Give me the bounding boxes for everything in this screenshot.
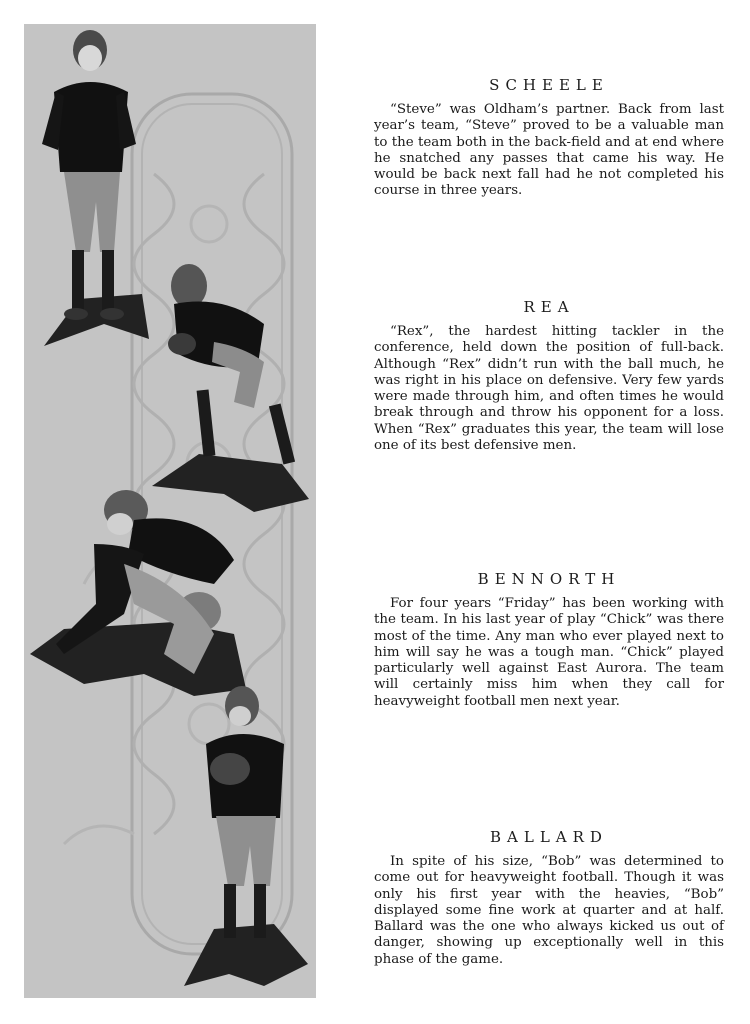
grass-patch bbox=[184, 924, 308, 986]
player-ballard bbox=[184, 686, 308, 986]
player-bennorth bbox=[30, 490, 246, 696]
player-description: “Steve” was Oldham’s partner. Back from last year’s team, “Steve” proved to be a valuable man to the team both in the back-field and at end where he snatched any passes that came his way. He would be back next fall had he not completed his course in three years. bbox=[374, 102, 724, 199]
bio-rea bbox=[374, 298, 724, 454]
bio-bennorth bbox=[374, 570, 724, 710]
bio-ballard bbox=[374, 828, 724, 968]
player-description: For four years “Friday” has been working with the team. In his last year of play “Chick” was there most of the time. Any man who ever played next to him will say he was a tough man. “Chick” played particularly well against East Aurora. The team will certainly miss him when they call for heavyweight football men next year. bbox=[374, 596, 724, 709]
photo-panel bbox=[24, 24, 316, 998]
player-description: “Rex”, the hardest hitting tackler in the conference, held down the position of full-back. Although “Rex” didn’t run with the ball much, he was right in his place on defensive. Very few yards were made through him, and often times he would break through and throw his opponent for a loss. When “Rex” graduates this year, the team will lose one of its best defensive men. bbox=[374, 324, 724, 454]
player-name: REA bbox=[523, 298, 575, 316]
football-players-illustration bbox=[24, 24, 316, 998]
player-rea bbox=[152, 264, 309, 512]
player-description: In spite of his size, “Bob” was determined to come out for heavyweight football. Though it was only his first year with the heavies, “Bob” displayed some fine work at quarter and at half. Ballard was the one who always kicked us out of danger, showing up exceptionally well in this phase of the game. bbox=[374, 854, 724, 967]
player-name: SCHEELE bbox=[489, 76, 609, 94]
bio-scheele bbox=[374, 76, 724, 200]
grass-patch bbox=[30, 622, 246, 696]
player-name: BENNORTH bbox=[477, 570, 621, 588]
player-name: BALLARD bbox=[490, 828, 608, 846]
